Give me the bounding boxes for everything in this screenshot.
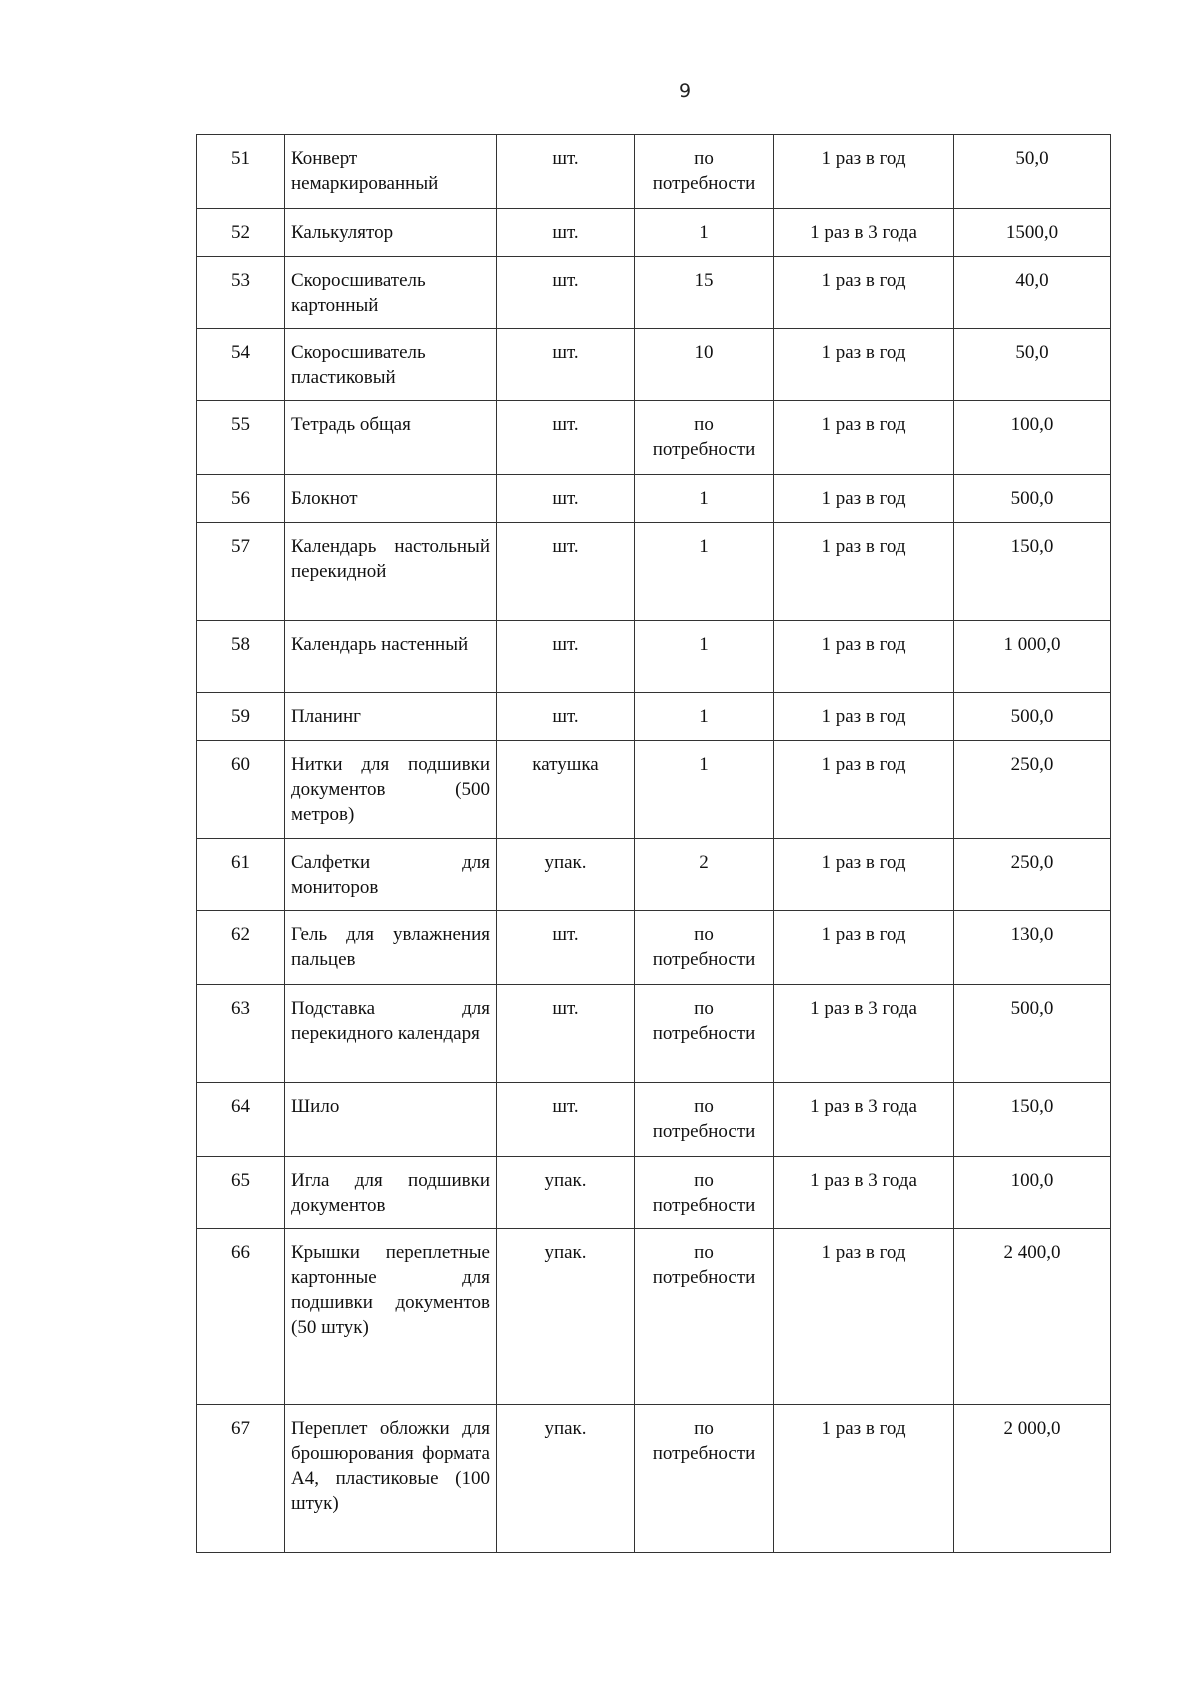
row-number-cell: 51 bbox=[197, 135, 285, 209]
replacement-period-cell: 1 раз в год bbox=[774, 135, 954, 209]
row-number-cell: 64 bbox=[197, 1083, 285, 1157]
row-number-cell: 53 bbox=[197, 257, 285, 329]
row-number-cell: 62 bbox=[197, 911, 285, 985]
quantity-cell: по потребности bbox=[635, 1157, 774, 1229]
table-row bbox=[197, 1157, 1111, 1229]
unit-of-measure-cell: шт. bbox=[497, 985, 635, 1083]
unit-of-measure-cell: шт. bbox=[497, 693, 635, 741]
replacement-period-cell: 1 раз в год bbox=[774, 401, 954, 475]
row-number-cell: 58 bbox=[197, 621, 285, 693]
item-name-cell: Календарь настольный перекидной bbox=[285, 523, 497, 621]
unit-of-measure-cell: шт. bbox=[497, 209, 635, 257]
unit-price-cell: 250,0 bbox=[954, 741, 1111, 839]
item-name-cell: Конверт немаркированный bbox=[285, 135, 497, 209]
unit-price-cell: 500,0 bbox=[954, 985, 1111, 1083]
table-row bbox=[197, 257, 1111, 329]
row-number-cell: 60 bbox=[197, 741, 285, 839]
quantity-cell: 10 bbox=[635, 329, 774, 401]
item-name-cell: Салфетки для мониторов bbox=[285, 839, 497, 911]
row-number-cell: 61 bbox=[197, 839, 285, 911]
item-name-cell: Игла для подшивки документов bbox=[285, 1157, 497, 1229]
row-number-cell: 63 bbox=[197, 985, 285, 1083]
quantity-cell: по потребности bbox=[635, 985, 774, 1083]
unit-price-cell: 130,0 bbox=[954, 911, 1111, 985]
replacement-period-cell: 1 раз в год bbox=[774, 839, 954, 911]
unit-price-cell: 500,0 bbox=[954, 693, 1111, 741]
unit-of-measure-cell: упак. bbox=[497, 1157, 635, 1229]
quantity-cell: 1 bbox=[635, 523, 774, 621]
replacement-period-cell: 1 раз в год bbox=[774, 911, 954, 985]
quantity-cell: 1 bbox=[635, 741, 774, 839]
replacement-period-cell: 1 раз в 3 года bbox=[774, 985, 954, 1083]
table-row bbox=[197, 1405, 1111, 1553]
unit-price-cell: 1 000,0 bbox=[954, 621, 1111, 693]
item-name-cell: Тетрадь общая bbox=[285, 401, 497, 475]
row-number-cell: 67 bbox=[197, 1405, 285, 1553]
unit-price-cell: 2 000,0 bbox=[954, 1405, 1111, 1553]
table-row bbox=[197, 1083, 1111, 1157]
supplies-table-body bbox=[197, 135, 1111, 1553]
item-name-cell: Нитки для подшивки документов (500 метров) bbox=[285, 741, 497, 839]
quantity-cell: по потребности bbox=[635, 135, 774, 209]
unit-of-measure-cell: шт. bbox=[497, 1083, 635, 1157]
unit-of-measure-cell: шт. bbox=[497, 523, 635, 621]
item-name-cell: Крышки переплетные картонные для подшивки документов (50 штук) bbox=[285, 1229, 497, 1405]
unit-price-cell: 50,0 bbox=[954, 135, 1111, 209]
unit-price-cell: 1500,0 bbox=[954, 209, 1111, 257]
row-number-cell: 59 bbox=[197, 693, 285, 741]
unit-of-measure-cell: шт. bbox=[497, 257, 635, 329]
item-name-cell: Переплет обложки для брошюрования формата А4, пластиковые (100 штук) bbox=[285, 1405, 497, 1553]
replacement-period-cell: 1 раз в год bbox=[774, 741, 954, 839]
unit-of-measure-cell: шт. bbox=[497, 621, 635, 693]
replacement-period-cell: 1 раз в год bbox=[774, 693, 954, 741]
unit-of-measure-cell: катушка bbox=[497, 741, 635, 839]
table-row bbox=[197, 401, 1111, 475]
replacement-period-cell: 1 раз в год bbox=[774, 1405, 954, 1553]
quantity-cell: 1 bbox=[635, 475, 774, 523]
unit-price-cell: 100,0 bbox=[954, 401, 1111, 475]
quantity-cell: 2 bbox=[635, 839, 774, 911]
supplies-table bbox=[196, 134, 1111, 1553]
replacement-period-cell: 1 раз в год bbox=[774, 329, 954, 401]
table-row bbox=[197, 839, 1111, 911]
unit-of-measure-cell: упак. bbox=[497, 839, 635, 911]
row-number-cell: 52 bbox=[197, 209, 285, 257]
table-row bbox=[197, 329, 1111, 401]
unit-price-cell: 150,0 bbox=[954, 523, 1111, 621]
row-number-cell: 55 bbox=[197, 401, 285, 475]
table-row bbox=[197, 1229, 1111, 1405]
unit-of-measure-cell: упак. bbox=[497, 1229, 635, 1405]
item-name-cell: Калькулятор bbox=[285, 209, 497, 257]
unit-of-measure-cell: шт. bbox=[497, 911, 635, 985]
unit-price-cell: 100,0 bbox=[954, 1157, 1111, 1229]
table-row bbox=[197, 135, 1111, 209]
table-row bbox=[197, 985, 1111, 1083]
item-name-cell: Блокнот bbox=[285, 475, 497, 523]
quantity-cell: по потребности bbox=[635, 1229, 774, 1405]
item-name-cell: Планинг bbox=[285, 693, 497, 741]
quantity-cell: 1 bbox=[635, 693, 774, 741]
unit-price-cell: 500,0 bbox=[954, 475, 1111, 523]
unit-price-cell: 50,0 bbox=[954, 329, 1111, 401]
item-name-cell: Шило bbox=[285, 1083, 497, 1157]
row-number-cell: 57 bbox=[197, 523, 285, 621]
item-name-cell: Гель для увлажнения пальцев bbox=[285, 911, 497, 985]
item-name-cell: Скоросшиватель пластиковый bbox=[285, 329, 497, 401]
table-row bbox=[197, 475, 1111, 523]
item-name-cell: Подставка для перекидного календаря bbox=[285, 985, 497, 1083]
unit-of-measure-cell: шт. bbox=[497, 135, 635, 209]
item-name-cell: Скоросшиватель картонный bbox=[285, 257, 497, 329]
table-row bbox=[197, 523, 1111, 621]
quantity-cell: по потребности bbox=[635, 1405, 774, 1553]
quantity-cell: по потребности bbox=[635, 401, 774, 475]
table-row bbox=[197, 621, 1111, 693]
unit-of-measure-cell: шт. bbox=[497, 475, 635, 523]
quantity-cell: 1 bbox=[635, 209, 774, 257]
row-number-cell: 65 bbox=[197, 1157, 285, 1229]
unit-price-cell: 2 400,0 bbox=[954, 1229, 1111, 1405]
quantity-cell: по потребности bbox=[635, 911, 774, 985]
quantity-cell: по потребности bbox=[635, 1083, 774, 1157]
quantity-cell: 1 bbox=[635, 621, 774, 693]
row-number-cell: 56 bbox=[197, 475, 285, 523]
row-number-cell: 54 bbox=[197, 329, 285, 401]
item-name-cell: Календарь настенный bbox=[285, 621, 497, 693]
table-row bbox=[197, 911, 1111, 985]
unit-of-measure-cell: шт. bbox=[497, 329, 635, 401]
row-number-cell: 66 bbox=[197, 1229, 285, 1405]
page-number: 9 bbox=[678, 80, 692, 102]
unit-of-measure-cell: упак. bbox=[497, 1405, 635, 1553]
unit-of-measure-cell: шт. bbox=[497, 401, 635, 475]
table-row bbox=[197, 209, 1111, 257]
replacement-period-cell: 1 раз в год bbox=[774, 1229, 954, 1405]
replacement-period-cell: 1 раз в 3 года bbox=[774, 209, 954, 257]
quantity-cell: 15 bbox=[635, 257, 774, 329]
replacement-period-cell: 1 раз в год bbox=[774, 475, 954, 523]
unit-price-cell: 150,0 bbox=[954, 1083, 1111, 1157]
replacement-period-cell: 1 раз в 3 года bbox=[774, 1157, 954, 1229]
replacement-period-cell: 1 раз в год bbox=[774, 523, 954, 621]
unit-price-cell: 40,0 bbox=[954, 257, 1111, 329]
replacement-period-cell: 1 раз в 3 года bbox=[774, 1083, 954, 1157]
replacement-period-cell: 1 раз в год bbox=[774, 621, 954, 693]
table-row bbox=[197, 693, 1111, 741]
table-row bbox=[197, 741, 1111, 839]
replacement-period-cell: 1 раз в год bbox=[774, 257, 954, 329]
unit-price-cell: 250,0 bbox=[954, 839, 1111, 911]
